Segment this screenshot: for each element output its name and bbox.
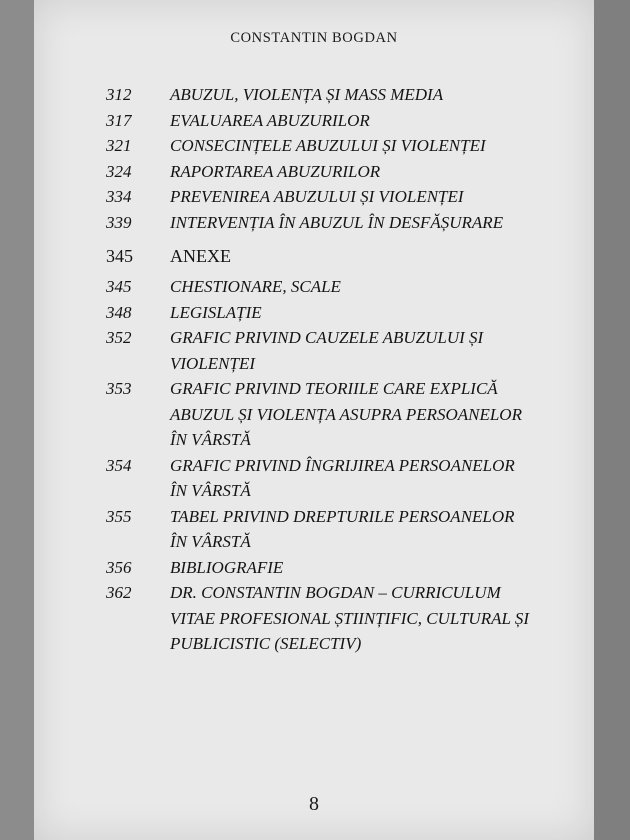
toc-page-number: 354 — [106, 455, 132, 475]
toc-entry-title: INTERVENȚIA ÎN ABUZUL ÎN DESFĂȘURARE — [170, 212, 504, 232]
toc-entry — [106, 274, 576, 300]
toc-entry-title-continued: VIOLENȚEI — [170, 353, 255, 373]
toc-entry-title: GRAFIC PRIVIND ÎNGRIJIREA PERSOANELOR — [170, 455, 515, 475]
toc-page-number: 317 — [106, 110, 132, 130]
toc-entry — [106, 376, 576, 453]
toc-section-title: ANEXE — [170, 246, 231, 266]
background-right — [594, 0, 630, 840]
toc-entry-title-continued: PUBLICISTIC (SELECTIV) — [170, 634, 362, 653]
toc-page-number: 339 — [106, 212, 132, 232]
toc-entry-title: GRAFIC PRIVIND CAUZELE ABUZULUI ȘI — [170, 328, 484, 347]
background-left — [0, 0, 34, 840]
page-number: 8 — [309, 793, 319, 815]
toc-entry-title: ABUZUL, VIOLENȚA ȘI MASS MEDIA — [170, 85, 444, 104]
toc-entry-title-continued: ABUZUL ȘI VIOLENȚA ASUPRA PERSOANELOR — [170, 404, 522, 424]
book-page — [34, 0, 594, 840]
toc-page-number: 362 — [106, 583, 132, 602]
toc-page-number: 353 — [106, 379, 132, 398]
toc-page-number: 356 — [106, 557, 132, 577]
toc-entry-title-continued: ÎN VÂRSTĂ — [170, 532, 251, 551]
toc-entry-title: PREVENIREA ABUZULUI ȘI VIOLENȚEI — [170, 187, 464, 206]
toc-entry-title-continued: ÎN VÂRSTĂ — [170, 430, 251, 449]
toc-entry-title: TABEL PRIVIND DREPTURILE PERSOANELOR — [170, 506, 515, 526]
toc-entry-title: DR. CONSTANTIN BOGDAN – CURRICULUM — [170, 583, 501, 602]
toc-entry-title: RAPORTAREA ABUZURILOR — [170, 161, 381, 181]
toc-entry-title: CHESTIONARE, SCALE — [170, 277, 341, 296]
toc-entry — [106, 184, 576, 210]
toc-entry — [106, 210, 576, 236]
toc-page-number: 345 — [106, 246, 133, 266]
toc-entry — [106, 82, 576, 108]
toc-page-number: 352 — [106, 328, 132, 347]
toc-entry — [106, 300, 576, 326]
toc-page-number: 334 — [106, 187, 132, 206]
toc-entry — [106, 580, 576, 657]
toc-entry — [106, 325, 576, 376]
toc-entry-title-continued: VITAE PROFESIONAL ȘTIINȚIFIC, CULTURAL ȘI — [170, 608, 530, 628]
toc-entry — [106, 159, 576, 185]
toc-entry — [106, 555, 576, 581]
toc-page-number: 321 — [106, 136, 132, 155]
toc-page-number: 324 — [106, 161, 132, 181]
toc-entry — [106, 133, 576, 159]
running-head: CONSTANTIN BOGDAN — [230, 30, 398, 46]
toc-entry — [106, 504, 576, 555]
toc-entry-title-continued: ÎN VÂRSTĂ — [170, 481, 251, 500]
toc-page-number: 348 — [106, 302, 132, 322]
toc-entry-title: GRAFIC PRIVIND TEORIILE CARE EXPLICĂ — [170, 379, 498, 398]
toc-entry — [106, 108, 576, 134]
table-of-contents — [106, 82, 576, 657]
toc-page-number: 312 — [106, 85, 132, 104]
toc-section-heading — [106, 243, 576, 270]
toc-entry-title: EVALUAREA ABUZURILOR — [170, 110, 370, 130]
toc-page-number: 345 — [106, 277, 132, 296]
toc-page-number: 355 — [106, 506, 132, 526]
toc-entry-title: BIBLIOGRAFIE — [170, 557, 284, 577]
toc-entry-title: LEGISLAȚIE — [170, 302, 262, 322]
toc-entry — [106, 453, 576, 504]
toc-entry-title: CONSECINȚELE ABUZULUI ȘI VIOLENȚEI — [170, 136, 486, 155]
